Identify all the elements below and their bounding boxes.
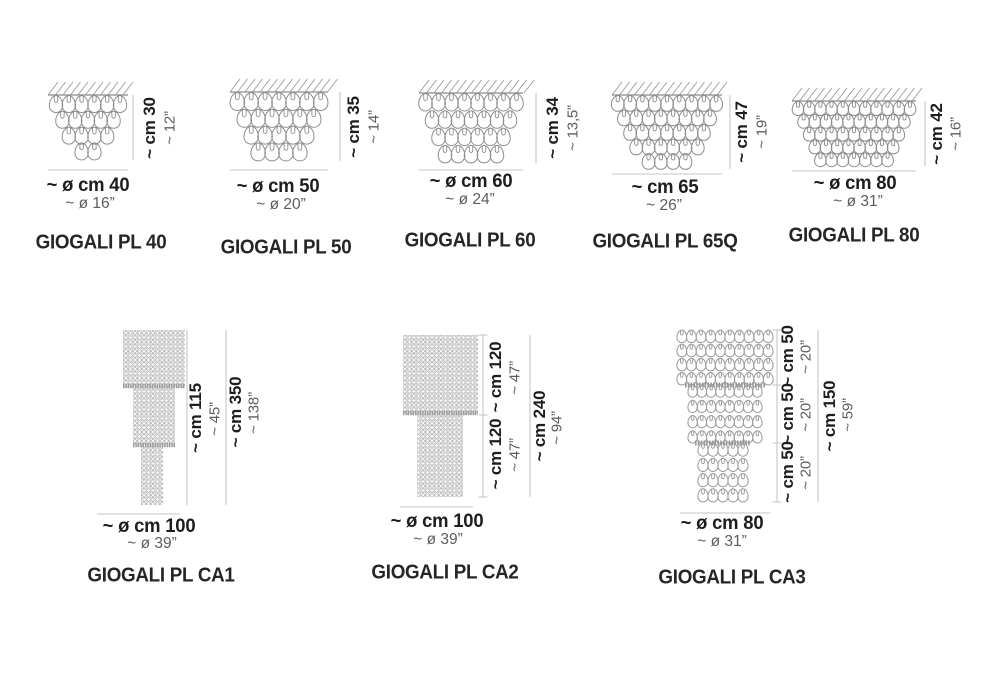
product-name: GIOGALI PL 60 [404,229,536,252]
diameter-dim-inch: ~ ø 16” [65,195,115,212]
total-height-dim-inch: ~ 94” [548,411,566,445]
product-name: GIOGALI PL CA1 [87,564,235,587]
height-dim-cm: ~ cm 35 [344,96,363,158]
fixture-height-dim-inch: ~ 45” [206,402,224,436]
diameter-dim-cm: ~ ø cm 40 [46,175,130,196]
product-name: GIOGALI PL CA3 [658,566,806,589]
total-height-dim-cm: ~ cm 150 [820,380,839,452]
height-dim-cm: ~ cm 30 [140,97,159,159]
diameter-dim-cm: ~ ø cm 80 [680,513,764,534]
width-dim-inch: ~ 26” [646,197,682,214]
height-dim-inch: ~ 19” [753,115,771,149]
height-dim-inch: ~ 14” [365,110,383,144]
diameter-dim-inch: ~ ø 31” [697,533,747,550]
diameter-dim-inch: ~ ø 31” [833,193,883,210]
segment2-dim-inch: ~ 20” [797,398,815,432]
diameter-dim-cm: ~ ø cm 100 [102,516,196,537]
segment3-dim-cm: ~ cm 50 [778,441,797,503]
width-dim-cm: ~ cm 65 [631,177,699,198]
diameter-dim-cm: ~ ø cm 80 [813,173,897,194]
product-name: GIOGALI PL 65Q [592,230,738,253]
product-name: GIOGALI PL 50 [220,236,352,259]
diameter-dim-inch: ~ ø 24” [445,191,495,208]
fixture-height-dim-cm: ~ cm 115 [186,383,205,453]
height-dim-cm: ~ cm 47 [732,101,751,163]
max-height-dim-inch: ~ 138” [245,392,263,434]
diameter-dim-cm: ~ ø cm 50 [236,176,320,197]
segment2-dim-cm: ~ cm 120 [486,418,505,490]
segment1-dim-cm: ~ cm 120 [486,341,505,413]
total-height-dim-cm: ~ cm 240 [530,390,549,462]
diameter-dim-cm: ~ ø cm 100 [390,511,484,532]
product-name: GIOGALI PL 40 [35,231,167,254]
height-dim-cm: ~ cm 34 [543,97,562,159]
segment1-dim-inch: ~ 47” [506,361,524,395]
diameter-dim-inch: ~ ø 39” [413,531,463,548]
segment1-dim-inch: ~ 20” [797,340,815,374]
diameter-dim-cm: ~ ø cm 60 [429,171,513,192]
height-dim-inch: ~ 13,5” [564,105,582,151]
product-name: GIOGALI PL CA2 [371,561,519,584]
segment1-dim-cm: ~ cm 50 [778,325,797,387]
segment2-dim-inch: ~ 47” [506,438,524,472]
total-height-dim-inch: ~ 59” [839,398,857,432]
segment2-dim-cm: ~ cm 50 [778,383,797,445]
height-dim-inch: ~ 12” [161,111,179,145]
height-dim-cm: ~ cm 42 [927,103,946,165]
max-height-dim-cm: ~ cm 350 [226,376,245,448]
segment3-dim-inch: ~ 20” [797,456,815,490]
height-dim-inch: ~ 16” [947,117,965,151]
diameter-dim-inch: ~ ø 39” [127,535,177,552]
diameter-dim-inch: ~ ø 20” [256,196,306,213]
product-name: GIOGALI PL 80 [788,224,920,247]
